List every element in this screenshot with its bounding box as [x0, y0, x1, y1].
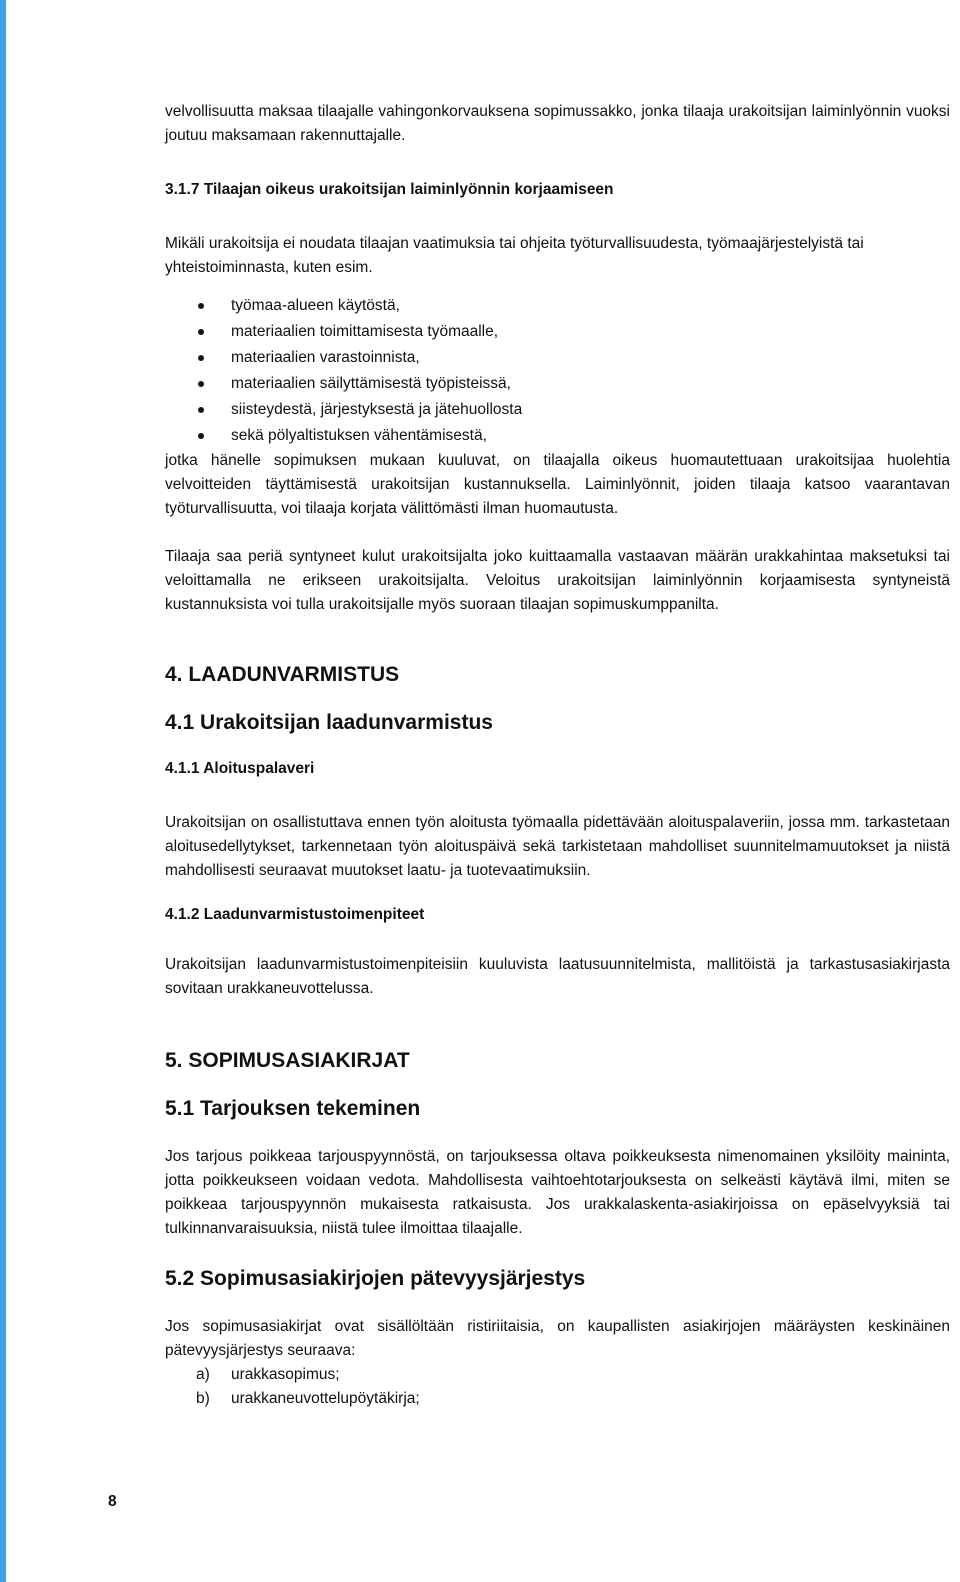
document-body	[165, 100, 950, 1411]
bullet-list	[165, 293, 950, 449]
bullet-item: materiaalien varastoinnista,	[165, 345, 950, 371]
paragraph-5-2: Jos sopimusasiakirjat ovat sisällöltään ristiriitaisia, on kaupallisten asiakirjojen määräysten keskinäinen pätevyysjärjestys seuraava:	[165, 1318, 950, 1359]
bullet-dot-icon	[198, 381, 204, 387]
bullet-item: siisteydestä, järjestyksestä ja jätehuollosta	[165, 397, 950, 423]
heading-3-1-7: 3.1.7 Tilaajan oikeus urakoitsijan laiminlyönnin korjaamiseen	[165, 181, 614, 198]
bullet-item: työmaa-alueen käytöstä,	[165, 293, 950, 319]
paragraph-intro: velvollisuutta maksaa tilaajalle vahingonkorvauksena sopimussakko, jonka tilaaja urakoitsijan laiminlyönnin vuoksi joutuu maksamaan rakennuttajalle.	[165, 103, 950, 144]
heading-5-1: 5.1 Tarjouksen tekeminen	[165, 1097, 421, 1120]
bullet-item: materiaalien toimittamisesta työmaalle,	[165, 319, 950, 345]
paragraph-3-1-7: Mikäli urakoitsija ei noudata tilaajan vaatimuksia tai ohjeita työturvallisuudesta, työmaajärjestelyistä tai yhteistoiminnasta, kuten esim.	[165, 235, 864, 276]
paragraph-5-1: Jos tarjous poikkeaa tarjouspyynnöstä, on tarjouksessa oltava poikkeuksesta nimenomainen yksilöity maininta, jotta poikkeukseen voidaan vedota. Mahdollisesta vaihtoehtotarjouksesta on selkeästi käytävä ilmi, miten se poikkeaa tarjouspyynnön mukaisesta ratkaisusta. Jos urakkalaskenta-asiakirjoissa on epäselvyyksiä tai tulkinnanvaraisuuksia, niistä tulee ilmoittaa tilaajalle.	[165, 1148, 950, 1237]
heading-4-1-1: 4.1.1 Aloituspalaveri	[165, 760, 315, 777]
page-number: 8	[108, 1493, 117, 1510]
bullet-item: materiaalien säilyttämisestä työpisteissä,	[165, 371, 950, 397]
heading-4-1-2: 4.1.2 Laadunvarmistustoimenpiteet	[165, 906, 425, 923]
lettered-item: a) urakkasopimus;	[196, 1366, 340, 1383]
heading-5-2: 5.2 Sopimusasiakirjojen pätevyysjärjestys	[165, 1267, 586, 1290]
heading-4-1: 4.1 Urakoitsijan laadunvarmistus	[165, 711, 493, 734]
paragraph-4-1-2: Urakoitsijan laadunvarmistustoimenpiteisiin kuuluvista laatusuunnitelmista, mallitöistä ja tarkastusasiakirjasta sovitaan urakkaneuvottelussa.	[165, 956, 950, 997]
paragraph-4-1-1: Urakoitsijan on osallistuttava ennen työn aloitusta työmaalla pidettävään aloituspalaveriin, jossa mm. tarkastetaan aloitusedellytykset, tarkennetaan työn aloituspäivä sekä tarkistetaan mahdolliset suunnitelmamuutokset ja niistä mahdollisesti seuraavat muutokset laatu- ja tuotevaatimuksiin.	[165, 814, 950, 879]
heading-4: 4. LAADUNVARMISTUS	[165, 663, 400, 686]
bullet-dot-icon	[198, 329, 204, 335]
lettered-item: b) urakkaneuvottelupöytäkirja;	[196, 1390, 420, 1407]
lettered-list	[165, 1363, 950, 1411]
paragraph-costs: Tilaaja saa periä syntyneet kulut urakoitsijalta joko kuittaamalla vastaavan määrän urakkahintaa maksetuksi tai veloittamalla ne erikseen urakoitsijalta. Veloitus urakoitsijan laiminlyönnin korjaamisesta syntyneistä kustannuksista voi tulla urakoitsijalle myös suoraan tilaajan sopimuskumppanilta.	[165, 548, 950, 613]
heading-5: 5. SOPIMUSASIAKIRJAT	[165, 1049, 410, 1072]
bullet-dot-icon	[198, 355, 204, 361]
bullet-dot-icon	[198, 433, 204, 439]
bullet-dot-icon	[198, 407, 204, 413]
bullet-item: sekä pölyaltistuksen vähentämisestä,	[165, 423, 950, 449]
bullet-dot-icon	[198, 303, 204, 309]
page-edge-bar	[0, 0, 6, 1582]
paragraph-after-bullets: jotka hänelle sopimuksen mukaan kuuluvat, on tilaajalla oikeus huomautettuaan urakoitsijaa huolehtia velvoitteiden täyttämisestä urakoitsijan kustannuksella. Laiminlyönnit, joiden tilaaja katsoo vaarantavan työturvallisuutta, voi tilaaja korjata välittömästi ilman huomautusta.	[165, 452, 950, 517]
